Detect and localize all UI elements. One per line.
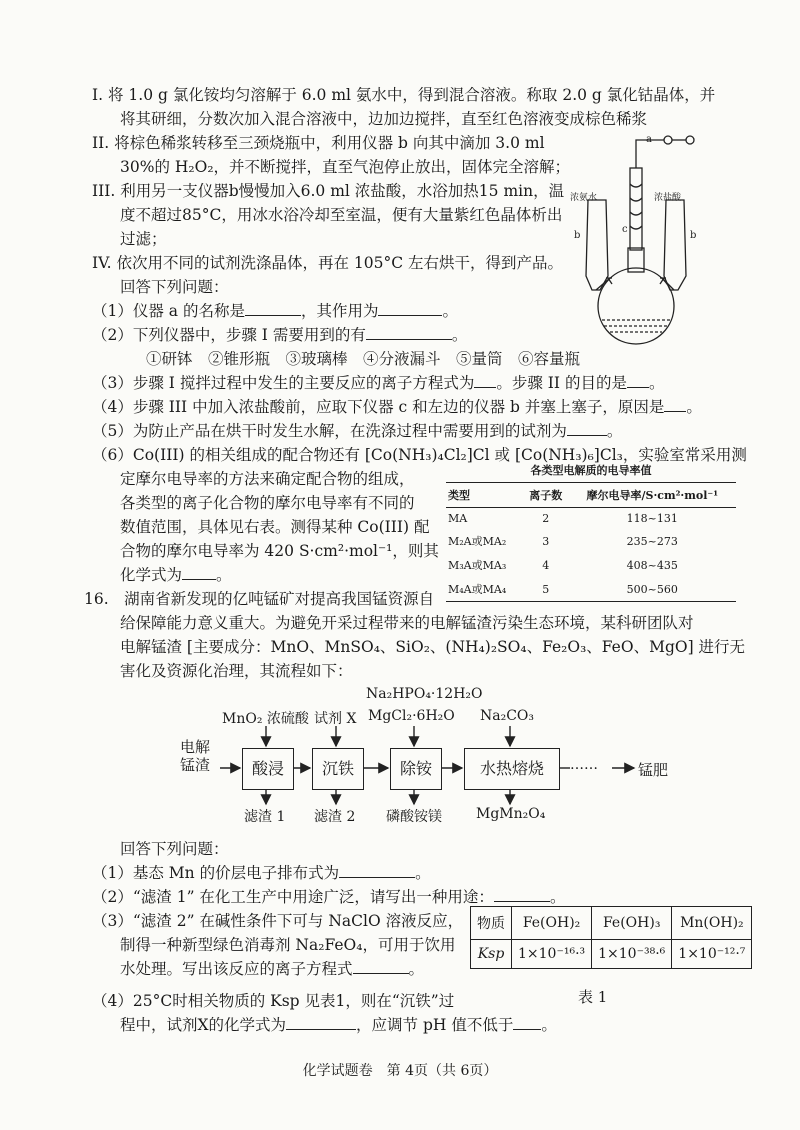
answer-intro-15: 回答下列问题： [120,278,229,296]
apparatus-label-b-right: b [690,230,697,241]
q16-intro-line3: 电解锰渣 [主要成分：MnO、MnSO₄、SiO₂、(NH₄)₂SO₄、Fe₂O₃、FeO、MgO] 进行无 [120,638,746,656]
q15-part3: （3）步骤 I 搅拌过程中发生的主要反应的离子方程式为 。步骤 II 的目的是 。 [92,374,665,392]
three-neck-flask-apparatus [566,128,706,348]
answer-blank[interactable] [245,315,301,316]
flow-output-3: 磷酸铵镁 [386,809,442,825]
answer-blank[interactable] [182,579,216,580]
flow-reagent-1: MnO₂ 浓硫酸 [222,711,309,727]
col-header: 离子数 [523,483,569,508]
step-3-line-1: III. 利用另一支仪器b慢慢加入6.0 ml 浓盐酸，水浴加热15 min，温 [92,182,565,200]
flow-box-acid-leach: 酸浸 [242,748,294,790]
flow-output-2: 滤渣 2 [314,809,356,825]
page-footer: 化学试题卷 第 4页（共 6页） [302,1063,498,1079]
flow-final: 锰肥 [638,761,669,779]
q16-intro-line4: 害化及资源化治理，其流程如下： [120,662,353,680]
q15-part2: （2）下列仪器中，步骤 I 需要用到的有 。 [92,326,468,344]
q15-part6-line6: 化学式为 。 [120,566,232,584]
q15-part2-options: ①研钵 ②锥形瓶 ③玻璃棒 ④分液漏斗 ⑤量筒 ⑥容量瓶 [146,350,581,368]
col-header: 摩尔电导率/S·cm²·mol⁻¹ [569,483,736,508]
answer-blank[interactable] [474,387,496,388]
flow-output-4: MgMn₂O₄ [476,806,546,822]
table-row: M₂A或MA₂ 3 235~273 [448,534,678,548]
q16-intro-line2: 给保障能力意义重大。为避免开采过程带来的电解锰渣污染生态环境，某科研团队对 [120,614,694,632]
q15-part1: （1）仪器 a 的名称是 ，其作用为 。 [92,302,458,320]
table-row: MA 2 118~131 [448,512,678,525]
flow-reagent-3a: Na₂HPO₄·12H₂O [366,686,483,702]
apparatus-label-b-left: b [574,230,581,241]
apparatus-label-c: c [622,224,628,235]
flow-box-iron-precip: 沉铁 [312,748,364,790]
answer-blank[interactable] [339,877,415,878]
ksp-table [470,906,752,969]
q16-part3-line3: 水处理。写出该反应的离子方程式 。 [120,960,425,978]
col-header: 类型 [446,483,523,508]
flow-input: 电解 锰渣 [180,738,211,774]
answer-blank[interactable] [286,1029,356,1030]
conductivity-table [446,462,736,602]
flow-output-1: 滤渣 1 [244,809,286,825]
step-1-line-2: 将其研细，分数次加入混合溶液中，边加边搅拌，直至红色溶液变成棕色稀浆 [120,110,648,128]
q16-part3-line2: 制得一种新型绿色消毒剂 Na₂FeO₄，可用于饮用 [120,936,456,954]
q15-part6-line1: （6）Co(III) 的相关组成的配合物还有 [Co(NH₃)₄Cl₂]Cl 或 [Co(NH₃)₆]Cl₃，实验室常采用测 [92,446,747,464]
flow-dots: …… [570,757,598,773]
flow-reagent-2: 试剂 X [314,711,357,727]
answer-intro-16: 回答下列问题： [120,840,229,858]
q15-part6-line3: 各类型的离子化合物的摩尔电导率有不同的 [120,494,415,512]
process-flowchart [180,686,700,826]
table-row: Ksp 1×10⁻¹⁶·³ 1×10⁻³⁸·⁶ 1×10⁻¹²·⁷ [471,940,752,969]
q16-part4-line2: 程中，试剂X的化学式为 ，应调节 pH 值不低于 。 [120,1016,557,1034]
q15-part6-line4: 数值范围，具体见右表。测得某种 Co(III) 配 [120,518,430,536]
flow-box-ammonium-removal: 除铵 [390,748,442,790]
q16-part3-line1: （3）“滤渣 2” 在碱性条件下可与 NaClO 溶液反应， [92,912,464,930]
answer-blank[interactable] [513,1029,541,1030]
answer-blank[interactable] [664,411,686,412]
flow-reagent-4: Na₂CO₃ [480,708,535,724]
apparatus-label-a: a [646,134,652,145]
ksp-table-caption: 表 1 [578,988,608,1006]
q16-part4-line1: （4）25°C时相关物质的 Ksp 见表1，则在“沉铁”过 [92,992,455,1010]
flow-reagent-3b: MgCl₂·6H₂O [368,708,455,724]
conductivity-table-caption: 各类型电解质的电导率值 [530,464,652,477]
answer-blank[interactable] [494,901,550,902]
step-2-line-1: II. 将棕色稀浆转移至三颈烧瓶中，利用仪器 b 向其中滴加 3.0 ml [92,134,545,152]
step-3-line-3: 过滤； [120,230,167,248]
q16-part1: （1）基态 Mn 的价层电子排布式为 。 [92,864,431,882]
q15-part5: （5）为防止产品在烘干时发生水解，在洗涤过程中需要用到的试剂为 。 [92,422,623,440]
q15-part6-line2: 定摩尔电导率的方法来确定配合物的组成， [120,470,415,488]
apparatus-label-left: 浓氨水 [570,193,598,203]
answer-blank[interactable] [567,435,607,436]
apparatus-label-right: 浓盐酸 [654,193,682,203]
step-3-line-2: 度不超过85°C，用冰水浴冷却至室温，便有大量紫红色晶体析出 [120,206,563,224]
table-row: 物质 Fe(OH)₂ Fe(OH)₃ Mn(OH)₂ [471,907,752,940]
table-row: M₃A或MA₃ 4 408~435 [448,558,678,572]
answer-blank[interactable] [366,339,452,340]
answer-blank[interactable] [627,387,649,388]
q16-intro-line1: 16. 湖南省新发现的亿吨锰矿对提高我国锰资源自 [84,590,435,608]
step-1-line-1: I. 将 1.0 g 氯化铵均匀溶解于 6.0 ml 氨水中，得到混合溶液。称取 2.0 g 氯化钴晶体，并 [92,86,716,104]
step-4-line: IV. 依次用不同的试剂洗涤晶体，再在 105°C 左右烘干，得到产品。 [92,254,564,272]
answer-blank[interactable] [353,973,409,974]
step-2-line-2: 30%的 H₂O₂，并不断搅拌，直至气泡停止放出，固体完全溶解； [120,158,571,176]
table-row: M₄A或MA₄ 5 500~560 [446,577,736,602]
q15-part4: （4）步骤 III 中加入浓盐酸前，应取下仪器 c 和左边的仪器 b 并塞上塞子，原因是 。 [92,398,702,416]
q15-part6-line5: 合物的摩尔电导率为 420 S·cm²·mol⁻¹，则其 [120,542,439,560]
q16-part2: （2）“滤渣 1” 在化工生产中用途广泛，请写出一种用途： 。 [92,888,566,906]
flow-box-hydrothermal: 水热熔烧 [464,748,560,790]
answer-blank[interactable] [378,315,442,316]
